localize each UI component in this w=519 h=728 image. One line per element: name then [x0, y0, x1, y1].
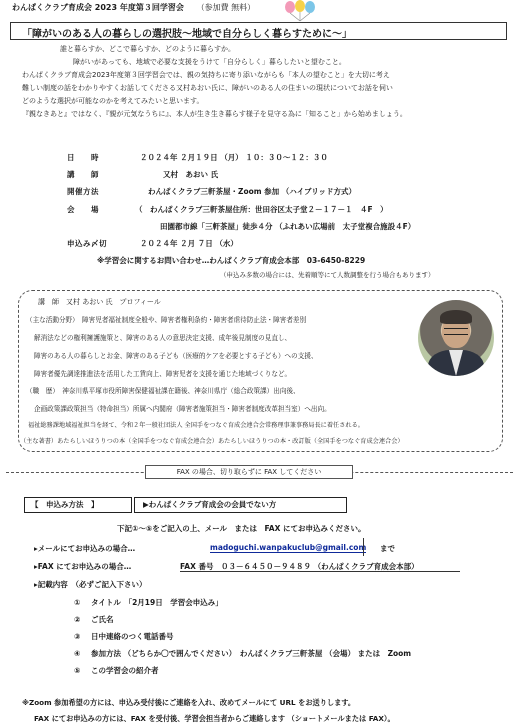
deadline-value: ２０２４年 ２月 ７日 （水） — [140, 239, 238, 248]
profile-line-3: 障害のある人の暮らしとお金、障害のある子ども（医療的ケアを必要とする子ども）への支援、 — [34, 352, 318, 360]
item-number: ⑤ — [74, 666, 81, 675]
intro-line-4: 難しい制度の話をわかりやすくお話してくださる又村あおい氏に、障がいのある人の住まいの現状についてお話を伺い — [22, 84, 393, 92]
intro-line-6: 『親なきあと』ではなく、『親が元気なうちに』、本人が生き生き暮らす様子を見守る為に「知ること」から始めましょう。 — [22, 110, 407, 118]
items-label: ▸記載内容 （必ずご記入下さい） — [34, 580, 147, 589]
capacity-note: （申込み多数の場合には、先着順等にて人数調整を行う場合もあります） — [220, 271, 435, 279]
item-text: タイトル 「2月19日 学習会申込み」 — [90, 598, 223, 607]
venue-label: 会 場 — [67, 205, 99, 214]
event-series-title: わんぱくクラブ育成会 2023 年度第３回学習会 — [12, 3, 184, 12]
free-badge: （参加費 無料） — [196, 3, 256, 12]
item-text: 参加方法 （どちらか〇で囲んでください） わんぱくクラブ三軒茶屋 （会場） または Zoom — [90, 649, 412, 658]
deadline-label: 申込み〆切 — [67, 239, 107, 248]
intro-line-3: わんぱくクラブ育成会2023年度第３回学習会では、親の気持ちに寄り添いながらも「本人の望むこと」を大切に考え — [22, 71, 390, 79]
form-item-3 — [74, 631, 173, 642]
fax-underline — [180, 571, 460, 572]
profile-line-2: 解消法などの権利擁護施策と、障害のある人の意思決定支援、成年後見制度の見直し、 — [34, 334, 292, 342]
date-label: 日 時 — [67, 153, 99, 162]
fax-label: ▸FAX にてお申込みの場合… — [34, 562, 132, 571]
item-number: ④ — [74, 649, 81, 658]
intro-line-2: 障がいがあっても、地域で必要な支援をうけて「自分らしく」暮らしたいと望むこと。 — [73, 58, 346, 66]
profile-line-4: 障害者優先調達推進法を活用した工賃向上、障害児者を支援を通じた地域づくりなど。 — [34, 370, 292, 378]
profile-line-6: 企画政策課政策担当（特命担当）所属へ内閣府（障害者施策担当・障害者制度改革担当室）へ出向。 — [34, 405, 331, 413]
date-value: ２０２４年 ２月１９日 （月） １０：３０～１２：３０ — [140, 153, 328, 162]
profile-line-5: （職 歴） 神奈川県平塚市役所障害保健福祉課在籍後、神奈川県庁（総合政策課）出向後、 — [26, 387, 300, 395]
lecturer-value: 又村 あおい 氏 — [163, 170, 219, 179]
item-text: 日中連絡のつく電話番号 — [90, 632, 174, 641]
venue-access: 田園都市線「三軒茶屋」徒歩４分 （ふれあい広場前 太子堂複合施設４F） — [160, 222, 416, 231]
profile-heading: 講 師 又村 あおい 氏 プロフィール — [38, 298, 161, 306]
cut-instruction: FAX の場合、切り取らずに FAX してください — [145, 465, 353, 479]
nonmember-heading: ▶わんぱくクラブ育成会の会員でない方 — [134, 497, 347, 513]
balloon-icon — [282, 0, 322, 22]
contact-line: ※学習会に関するお問い合わせ…わんぱくクラブ育成会本部 03-6450-8229 — [97, 256, 366, 265]
item-text: この学習会の紹介者 — [90, 666, 159, 675]
form-item-5 — [74, 665, 158, 676]
form-item-4 — [74, 648, 411, 659]
event-header — [12, 2, 255, 13]
method-value: わんぱくクラブ三軒茶屋・Zoom 参加 （ハイブリッド方式） — [148, 187, 356, 196]
venue-value: （ わんぱくクラブ三軒茶屋住所：世田谷区太子堂２－１７－１ ４F ） — [135, 205, 388, 214]
apply-method-heading: 【 申込み方法 】 — [24, 497, 132, 513]
fax-note: FAX にてお申込みの方には、FAX を受付後、学習会担当者からご連絡します （ショートメールまたは FAX）。 — [34, 714, 395, 723]
item-number: ② — [74, 615, 81, 624]
email-divider — [363, 538, 364, 556]
item-number: ① — [74, 598, 81, 607]
email-address-link[interactable]: madoguchi.wanpakuclub@gmail.com — [210, 543, 367, 552]
item-text: ご氏名 — [90, 615, 114, 624]
item-number: ③ — [74, 632, 81, 641]
email-suffix: まで — [380, 544, 395, 553]
lecturer-photo — [418, 300, 494, 376]
form-item-1 — [74, 597, 223, 608]
fax-number: FAX 番号 ０３－６４５０－９４８９ （わんぱくクラブ育成会本部） — [180, 562, 419, 571]
intro-line-1: 誰と暮らすか、どこで暮らすか、どのように暮らすか。 — [60, 45, 235, 53]
lecturer-label: 講 師 — [67, 170, 99, 179]
profile-line-1: （主な活動分野） 障害児者福祉制度全般や、障害者権利条約・障害者虐待防止法・障害者差別 — [26, 316, 307, 324]
form-item-2 — [74, 614, 113, 625]
intro-line-5: どのような選択が可能なのかを考えてみたいと思います。 — [22, 97, 204, 105]
apply-instruction: 下記①～⑤をご記入の上、メール または FAX にてお申込みください。 — [117, 524, 366, 533]
method-label: 開催方法 — [67, 187, 99, 196]
email-label: ▸メールにてお申込みの場合… — [34, 544, 136, 553]
profile-line-8: （主な著書）あたらしいほうりつの本（全国手をつなぐ育成会連合会）あたらしいほうりつの本・改訂版（全国手をつなぐ育成会連合会） — [20, 438, 404, 445]
zoom-note: ※Zoom 参加希望の方には、申込み受付後にご連絡を入れ、改めてメールにて URL をお送りします。 — [22, 698, 356, 707]
profile-line-7: 福祉総務課地域福祉担当を経て、令和２年一般社団法人 全国手をつなぐ育成会連合会常務理事兼事務局長に着任される。 — [28, 422, 364, 429]
main-title: 「障がいのある人の暮らしの選択肢～地域で自分らしく暮らすために～」 — [22, 29, 352, 40]
